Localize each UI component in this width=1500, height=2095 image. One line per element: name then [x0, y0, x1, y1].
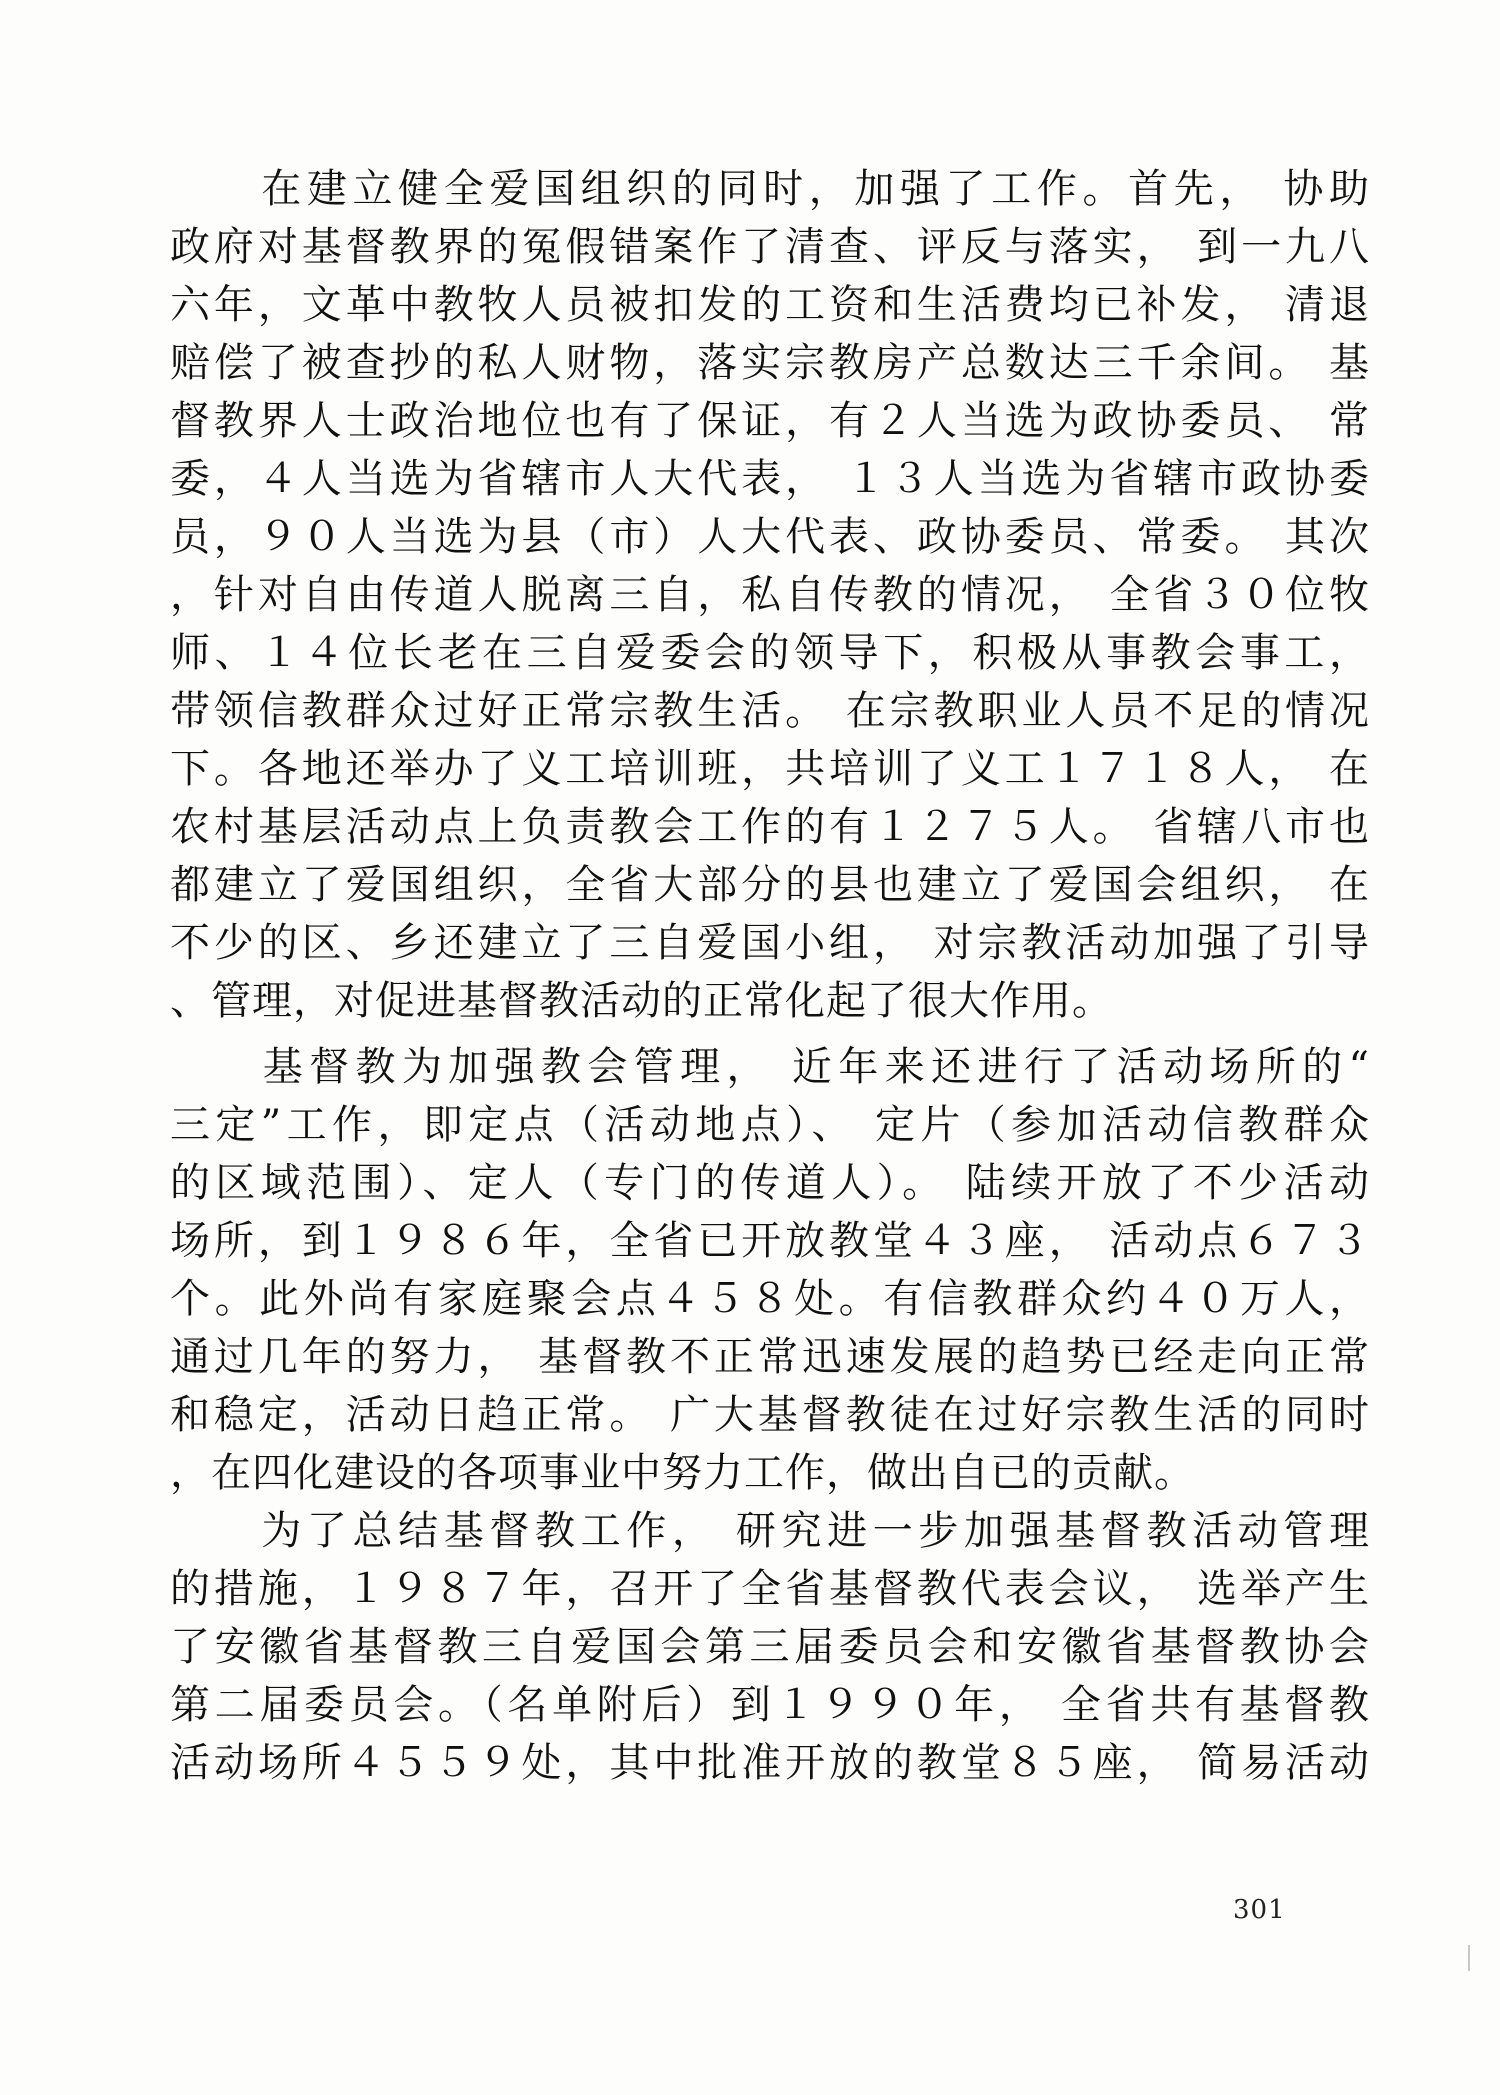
text-line: 为了总结基督教工作， 研究进一步加强基督教活动管理 — [170, 1508, 1370, 1554]
paragraph-2 — [170, 1038, 1370, 1502]
text-line: 督教界人士政治地位也有了保证，有２人当选为政协委员、 常 — [170, 398, 1370, 444]
text-line: 员，９０人当选为县（市）人大代表、政协委员、常委。 其次 — [170, 514, 1370, 560]
text-line: 的措施，１９８７年，召开了全省基督教代表会议， 选举产生 — [170, 1566, 1370, 1612]
text-line: 基督教为加强教会管理， 近年来还进行了活动场所的“ — [170, 1044, 1370, 1090]
body-text — [170, 160, 1370, 1792]
text-line: 三定”工作，即定点（活动地点）、 定片（参加活动信教群众 — [170, 1102, 1370, 1148]
text-line: 了安徽省基督教三自爱国会第三届委员会和安徽省基督教协会 — [170, 1624, 1370, 1670]
text-line: 委，４人当选为省辖市人大代表， １３人当选为省辖市政协委 — [170, 456, 1370, 502]
text-line: 赔偿了被查抄的私人财物，落实宗教房产总数达三千余间。 基 — [170, 340, 1370, 386]
text-line: 的区域范围）、定人（专门的传道人）。 陆续开放了不少活动 — [170, 1160, 1370, 1206]
text-line: 带领信教群众过好正常宗教生活。 在宗教职业人员不足的情况 — [170, 688, 1370, 734]
text-line: 师、１４位长老在三自爱委会的领导下，积极从事教会事工， — [170, 630, 1370, 676]
text-line: 下。各地还举办了义工培训班，共培训了义工１７１８人， 在 — [170, 746, 1370, 792]
paragraph-1 — [170, 160, 1370, 1030]
text-line: 活动场所４５５９处，其中批准开放的教堂８５座， 简易活动 — [170, 1740, 1370, 1786]
paragraph-3 — [170, 1502, 1370, 1792]
scan-edge-mark — [1468, 1945, 1470, 1971]
text-line: 个。此外尚有家庭聚会点４５８处。有信教群众约４０万人， — [170, 1276, 1370, 1322]
paragraph-gap — [170, 1030, 1370, 1038]
text-line: 和稳定，活动日趋正常。 广大基督教徒在过好宗教生活的同时 — [170, 1392, 1370, 1438]
text-line: 通过几年的努力， 基督教不正常迅速发展的趋势已经走向正常 — [170, 1334, 1370, 1380]
text-line: 不少的区、乡还建立了三自爱国小组， 对宗教活动加强了引导 — [170, 920, 1370, 966]
text-line: ，针对自由传道人脱离三自，私自传教的情况， 全省３０位牧 — [170, 572, 1370, 618]
text-line: 第二届委员会。（名单附后）到１９９０年， 全省共有基督教 — [170, 1682, 1370, 1728]
text-line: 农村基层活动点上负责教会工作的有１２７５人。 省辖八市也 — [170, 804, 1370, 850]
text-line: 场所，到１９８６年，全省已开放教堂４３座， 活动点６７３ — [170, 1218, 1370, 1264]
text-line: 、管理，对促进基督教活动的正常化起了很大作用。 — [170, 978, 1113, 1024]
text-line: 政府对基督教界的冤假错案作了清查、评反与落实， 到一九八 — [170, 224, 1370, 270]
text-line: ，在四化建设的各项事业中努力工作，做出自已的贡献。 — [170, 1450, 1195, 1496]
page-number: 301 — [1233, 1895, 1286, 1925]
text-line: 六年，文革中教牧人员被扣发的工资和生活费均已补发， 清退 — [170, 282, 1370, 328]
text-line: 在建立健全爱国组织的同时，加强了工作。首先， 协助 — [170, 166, 1370, 212]
text-line: 都建立了爱国组织，全省大部分的县也建立了爱国会组织， 在 — [170, 862, 1370, 908]
